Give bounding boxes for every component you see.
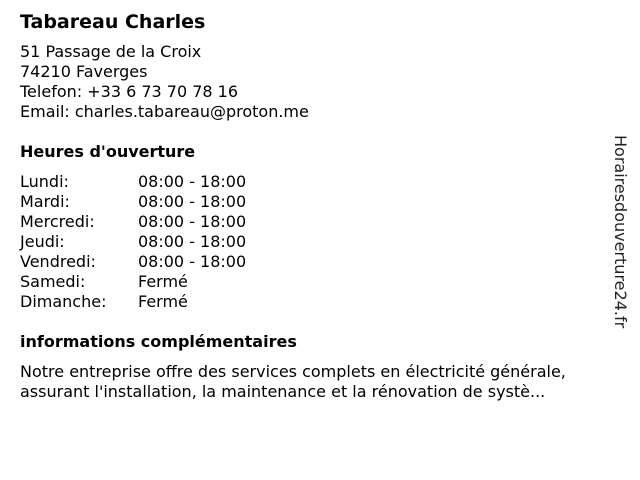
day-label: Vendredi: [20, 252, 96, 271]
hours-row-monday [20, 172, 610, 192]
address-line-1: 51 Passage de la Croix [20, 42, 202, 61]
hours-row-wednesday [20, 212, 610, 232]
spacer [20, 122, 610, 142]
day-hours: Fermé [138, 292, 188, 311]
day-label: Dimanche: [20, 292, 107, 311]
day-hours: 08:00 - 18:00 [138, 192, 247, 211]
business-card [20, 10, 610, 402]
hours-row-friday [20, 252, 610, 272]
phone-line[interactable]: Telefon: +33 6 73 70 78 16 [20, 82, 239, 101]
spacer [20, 352, 610, 362]
hours-row-saturday [20, 272, 610, 292]
day-hours: Fermé [138, 272, 188, 291]
hours-row-thursday [20, 232, 610, 252]
day-hours: 08:00 - 18:00 [138, 232, 247, 251]
additional-info-title: informations complémentaires [20, 332, 297, 351]
day-hours: 08:00 - 18:00 [138, 172, 247, 191]
day-label: Samedi: [20, 272, 86, 291]
email-line[interactable]: Email: charles.tabareau@proton.me [20, 102, 309, 121]
site-watermark [600, 135, 640, 370]
opening-hours-list [20, 172, 610, 312]
address-line-2: 74210 Faverges [20, 62, 148, 81]
day-label: Mardi: [20, 192, 70, 211]
business-name: Tabareau Charles [20, 11, 206, 33]
day-label: Jeudi: [20, 232, 65, 251]
business-description: Notre entreprise offre des services complets en électricité générale, assurant l'installation, la maintenance et la rénovation de systè... [20, 362, 566, 401]
hours-row-sunday [20, 292, 610, 312]
day-label: Lundi: [20, 172, 69, 191]
spacer [20, 162, 610, 172]
day-hours: 08:00 - 18:00 [138, 212, 247, 231]
hours-row-tuesday [20, 192, 610, 212]
opening-hours-title: Heures d'ouverture [20, 142, 196, 161]
spacer [20, 312, 610, 332]
day-label: Mercredi: [20, 212, 95, 231]
day-hours: 08:00 - 18:00 [138, 252, 247, 271]
watermark-text: Horairesdouverture24.fr [611, 135, 630, 329]
